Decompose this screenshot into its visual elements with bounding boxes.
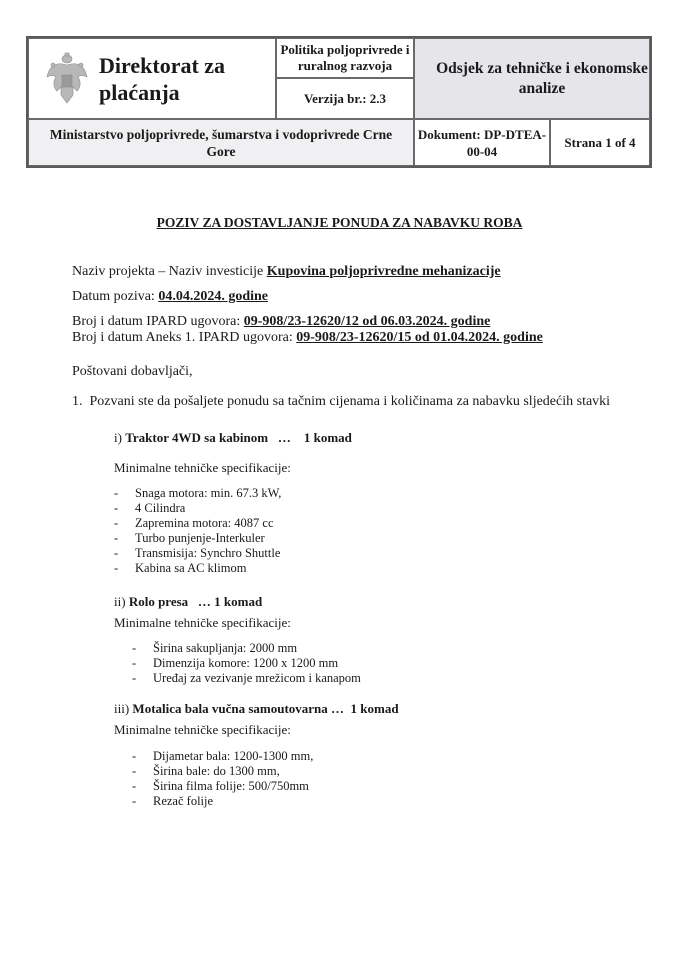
directorate-title bbox=[99, 52, 225, 106]
date-line bbox=[72, 289, 268, 305]
page-number-cell: Strana 1 of 4 bbox=[550, 119, 650, 166]
item-heading bbox=[114, 594, 262, 610]
directorate-cell bbox=[28, 38, 276, 119]
spec-text: Širina bale: do 1300 mm, bbox=[153, 764, 280, 778]
spec-text: Dijametar bala: 1200-1300 mm, bbox=[153, 749, 314, 763]
spec-item bbox=[132, 779, 313, 794]
document-header-table bbox=[26, 36, 652, 168]
project-label: Naziv projekta – Naziv investicije bbox=[72, 264, 267, 279]
spec-text: Transmisija: Synchro Shuttle bbox=[135, 546, 281, 560]
project-line bbox=[72, 264, 501, 280]
intro-text: Pozvani ste da pošaljete ponudu sa tačnim cijenama i količinama za nabavku sljedećih stavki bbox=[89, 394, 611, 409]
item-index: ii) bbox=[114, 594, 126, 609]
item-index: i) bbox=[114, 430, 122, 445]
coat-of-arms-icon bbox=[45, 51, 89, 107]
spec-text: Uređaj za vezivanje mrežicom i kanapom bbox=[153, 671, 361, 685]
ministry-cell: Ministarstvo poljoprivrede, šumarstva i vodoprivrede Crne Gore bbox=[28, 119, 414, 166]
intro-number: 1. bbox=[72, 394, 83, 409]
dash-bullet: - bbox=[132, 671, 137, 685]
spec-text: Kabina sa AC klimom bbox=[135, 561, 247, 575]
spec-item bbox=[132, 764, 313, 779]
spec-list bbox=[132, 749, 313, 809]
item-index: iii) bbox=[114, 701, 130, 716]
spec-item bbox=[132, 794, 313, 809]
project-value: Kupovina poljoprivredne mehanizacije bbox=[266, 264, 501, 279]
spec-list bbox=[132, 641, 361, 686]
spec-text: Širina filma folije: 500/750mm bbox=[153, 779, 309, 793]
annex-value: 09-908/23-12620/15 od 01.04.2024. godine bbox=[296, 330, 543, 345]
dash-bullet: - bbox=[132, 641, 137, 655]
spec-item bbox=[132, 641, 361, 656]
date-label: Datum poziva: bbox=[72, 289, 159, 304]
dash-bullet: - bbox=[114, 561, 119, 575]
dash-bullet: - bbox=[132, 749, 137, 763]
contract-value: 09-908/23-12620/12 od 06.03.2024. godine bbox=[243, 314, 491, 329]
spec-text: Turbo punjenje-Interkuler bbox=[135, 531, 265, 545]
spec-item bbox=[114, 516, 281, 531]
item-name: Traktor 4WD sa kabinom … 1 komad bbox=[125, 430, 352, 445]
spec-text: 4 Cilindra bbox=[135, 501, 186, 515]
spec-text: Širina sakupljanja: 2000 mm bbox=[153, 641, 298, 655]
dash-bullet: - bbox=[114, 486, 119, 500]
annex-label: Broj i datum Aneks 1. IPARD ugovora: bbox=[72, 330, 297, 345]
policy-cell: Politika poljoprivrede i ruralnog razvoja bbox=[276, 38, 414, 78]
spec-item bbox=[114, 531, 281, 546]
spec-label: Minimalne tehničke specifikacije: bbox=[114, 722, 291, 737]
department-cell: Odsjek za tehničke i ekonomske analize bbox=[414, 38, 650, 119]
spec-item bbox=[114, 501, 281, 516]
date-value: 04.04.2024. godine bbox=[158, 289, 268, 304]
spec-label: Minimalne tehničke specifikacije: bbox=[114, 615, 291, 630]
dash-bullet: - bbox=[114, 531, 119, 545]
annex-line bbox=[72, 330, 543, 346]
spec-text: Snaga motora: min. 67.3 kW, bbox=[135, 486, 282, 500]
dash-bullet: - bbox=[114, 501, 119, 515]
spec-item bbox=[114, 486, 281, 501]
item-name: Motalica bala vučna samoutovarna … 1 komad bbox=[132, 701, 399, 716]
dash-bullet: - bbox=[132, 794, 137, 808]
spec-label: Minimalne tehničke specifikacije: bbox=[114, 460, 291, 475]
greeting: Poštovani dobavljači, bbox=[72, 364, 193, 379]
spec-item bbox=[132, 671, 361, 686]
spec-item bbox=[114, 546, 281, 561]
spec-item bbox=[132, 656, 361, 671]
contract-label: Broj i datum IPARD ugovora: bbox=[72, 314, 244, 329]
version-cell: Verzija br.: 2.3 bbox=[276, 78, 414, 119]
item-name: Rolo presa … 1 komad bbox=[128, 594, 263, 609]
spec-list bbox=[114, 486, 281, 576]
dash-bullet: - bbox=[132, 764, 137, 778]
directorate-title-line1: Direktorat za bbox=[99, 52, 226, 78]
contract-line bbox=[72, 314, 490, 330]
directorate-title-line2: plaćanja bbox=[99, 79, 180, 105]
spec-item bbox=[114, 561, 281, 576]
item-heading bbox=[114, 430, 352, 446]
dash-bullet: - bbox=[114, 546, 119, 560]
spec-item bbox=[132, 749, 313, 764]
spec-text: Zapremina motora: 4087 cc bbox=[135, 516, 274, 530]
item-heading bbox=[114, 701, 399, 717]
spec-text: Rezač folije bbox=[153, 794, 214, 808]
spec-text: Dimenzija komore: 1200 x 1200 mm bbox=[153, 656, 339, 670]
intro-paragraph bbox=[72, 394, 610, 410]
dash-bullet: - bbox=[132, 656, 137, 670]
dash-bullet: - bbox=[114, 516, 119, 530]
document-title: POZIV ZA DOSTAVLJANJE PONUDA ZA NABAVKU ROBA bbox=[156, 215, 523, 230]
dash-bullet: - bbox=[132, 779, 137, 793]
document-id-cell: Dokument: DP-DTEA-00-04 bbox=[414, 119, 550, 166]
